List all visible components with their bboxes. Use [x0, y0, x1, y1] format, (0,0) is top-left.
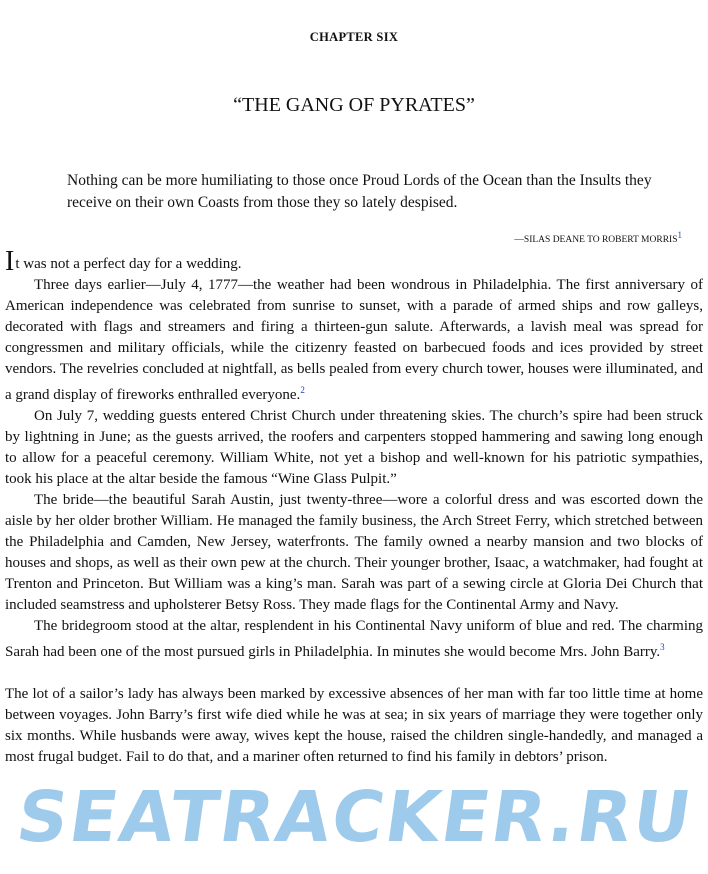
paragraph-6-text: The lot of a sailor’s lady has always been marked by excessive absences of her man with far too little time at home between voyages. John Barry’s first wife died while he was at sea; in six years of marriage they were together only six months. While husbands were away, wives kept the house, raised the children single-handedly, and managed a most frugal budget. Fail to do that, and a mariner often returned to find his family in debtors’ prison. — [5, 686, 703, 765]
paragraph-6 — [5, 684, 703, 768]
attribution-text: —SILAS DEANE TO ROBERT MORRIS — [514, 235, 678, 246]
chapter-title: “THE GANG OF PYRATES” — [233, 94, 475, 116]
paragraph-5 — [5, 616, 703, 663]
footnote-link-3[interactable]: 3 — [660, 642, 665, 652]
footnote-link-1[interactable]: 1 — [677, 230, 682, 240]
paragraph-3-text: On July 7, wedding guests entered Christ Church under threatening skies. The church’s spire had been struck by lightning in June; as the guests arrived, the roofers and carpenters stopped hammering and sawing long enough to allow for a peaceful ceremony. William White, not yet a bishop and well-known for his patriotic sympathies, took his place at the altar beside the famous “Wine Glass Pulpit.” — [5, 408, 703, 487]
epigraph-attribution — [514, 230, 682, 245]
footnote-link-2[interactable]: 2 — [300, 385, 305, 395]
epigraph: Nothing can be more humiliating to those once Proud Lords of the Ocean than the Insults they receive on their own Coasts from those they so lately despised. — [67, 172, 652, 211]
paragraph-3 — [5, 406, 703, 490]
paragraph-2-text: Three days earlier—July 4, 1777—the weather had been wondrous in Philadelphia. The first anniversary of American independence was celebrated from sunrise to sunset, with a parade of armed ships and row galleys, decorated with flags and streamers and firing a thirteen-gun salute. Afterwards, a lavish meal was spread for congressmen and military officials, while the citizenry feasted on barbecued foods and ices provided by street vendors. The revelries concluded at nightfall, as bells pealed from every church tower, houses were illuminated, and a grand display of fireworks enthralled everyone. — [5, 277, 703, 403]
paragraph-4-text: The bride—the beautiful Sarah Austin, just twenty-three—wore a colorful dress and was escorted down the aisle by her older brother William. He managed the family business, the Arch Street Ferry, which stretched between the Philadelphia and Camden, New Jersey, waterfronts. The family owned a nearby mansion and two blocks of houses and shops, as well as their own pew at the church. Their younger brother, Isaac, a watchmaker, had fought at Trenton and Princeton. But William was a king’s man. Sarah was part of a sewing circle at Gloria Dei Church that included seamstress and upholsterer Betsy Ross. They made flags for the Continental Army and Navy. — [5, 492, 703, 613]
drop-cap: I — [5, 246, 15, 277]
chapter-label: CHAPTER SIX — [309, 30, 399, 44]
paragraph-5-text: The bridegroom stood at the altar, resplendent in his Continental Navy uniform of blue and red. The charming Sarah had been one of the most pursued girls in Philadelphia. In minutes she would become Mrs. John Barry. — [5, 618, 703, 660]
paragraph-4 — [5, 490, 703, 616]
watermark: SEATRACKER.RU — [11, 776, 699, 858]
body-text — [5, 246, 703, 768]
paragraph-2 — [5, 275, 703, 406]
paragraph-1-text: t was not a perfect day for a wedding. — [15, 256, 242, 272]
paragraph-1 — [5, 246, 703, 277]
